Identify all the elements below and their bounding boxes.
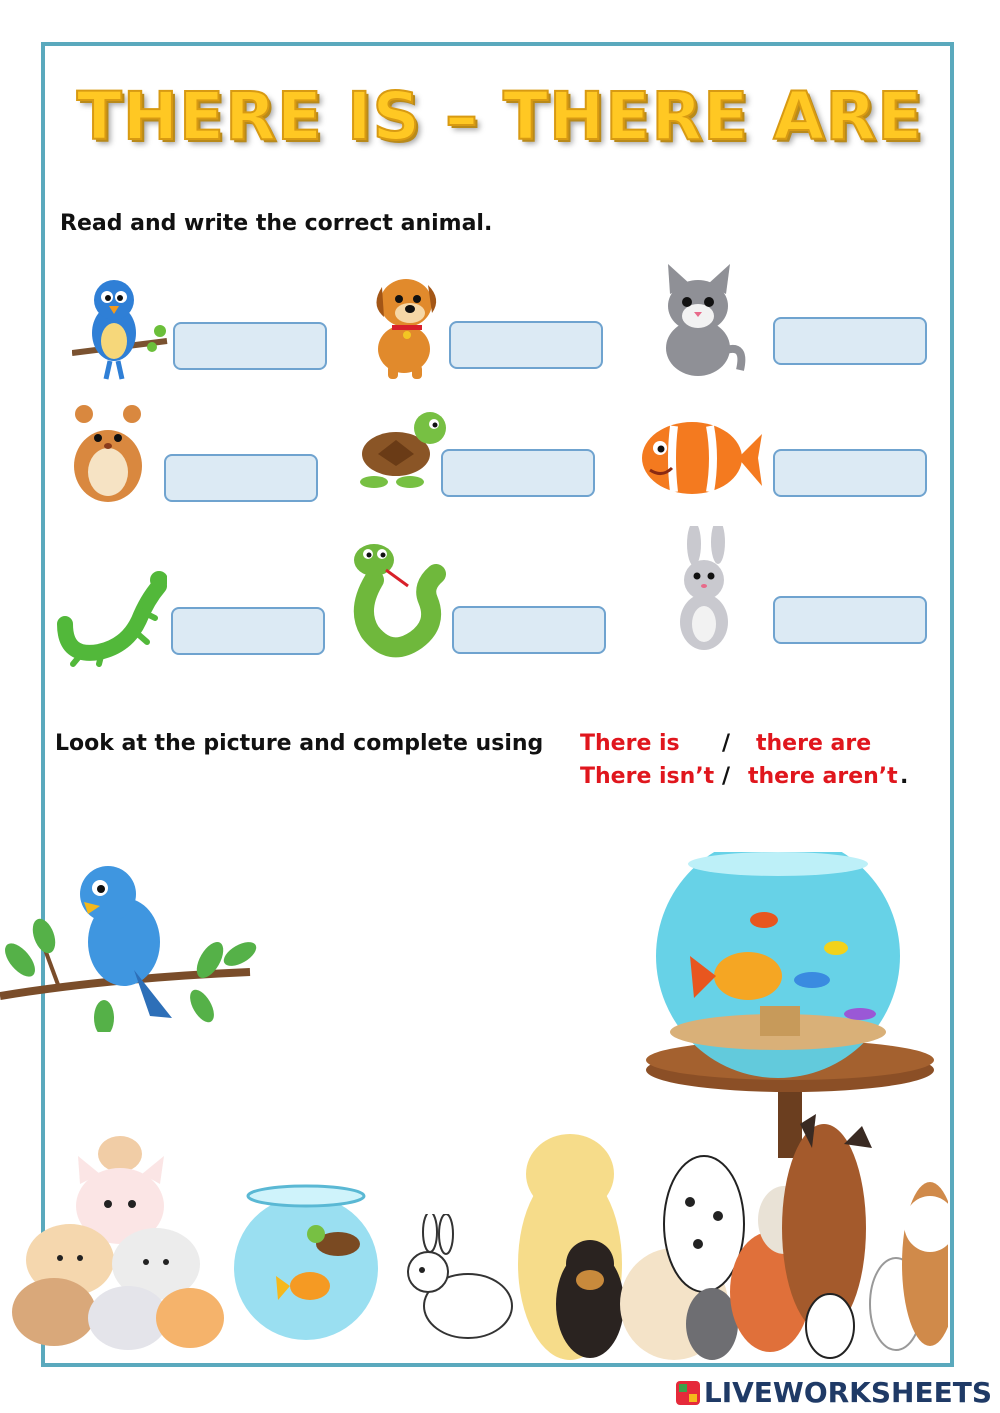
answer-box-1[interactable] bbox=[173, 322, 327, 370]
liveworksheets-logo-icon bbox=[676, 1381, 700, 1405]
answer-box-2[interactable] bbox=[449, 321, 603, 369]
answer-box-6[interactable] bbox=[773, 449, 927, 497]
cats-pile-illustration bbox=[8, 1132, 224, 1350]
answer-box-3[interactable] bbox=[773, 317, 927, 365]
page-title: THERE IS – THERE ARE bbox=[76, 78, 924, 155]
option-there-are: there are bbox=[756, 731, 872, 756]
instruction-look-complete: Look at the picture and complete using bbox=[55, 731, 544, 756]
bird-on-branch-illustration bbox=[0, 850, 262, 1032]
answer-box-5[interactable] bbox=[441, 449, 595, 497]
dog-icon bbox=[362, 265, 448, 381]
option-separator-2: / bbox=[722, 764, 731, 789]
rabbit-icon bbox=[668, 526, 740, 654]
fish-icon bbox=[640, 412, 764, 508]
bird-icon bbox=[72, 275, 172, 383]
hamster-icon bbox=[70, 402, 146, 504]
answer-box-9[interactable] bbox=[773, 596, 927, 644]
liveworksheets-footer bbox=[676, 1376, 992, 1409]
cat-icon bbox=[654, 260, 746, 380]
lizard-icon bbox=[55, 566, 167, 668]
option-there-arent: there aren’t bbox=[748, 764, 898, 789]
option-there-is: There is bbox=[580, 731, 680, 756]
dogs-group-illustration bbox=[500, 1104, 948, 1366]
answer-box-7[interactable] bbox=[171, 607, 325, 655]
small-fishbowl-illustration bbox=[224, 1182, 390, 1342]
snake-icon bbox=[346, 540, 450, 662]
answer-box-4[interactable] bbox=[164, 454, 318, 502]
option-there-isnt: There isn’t bbox=[580, 764, 715, 789]
option-separator-1: / bbox=[722, 731, 731, 756]
period: . bbox=[900, 764, 909, 789]
answer-box-8[interactable] bbox=[452, 606, 606, 654]
instruction-read-write: Read and write the correct animal. bbox=[60, 211, 493, 236]
turtle-icon bbox=[358, 400, 450, 498]
liveworksheets-brand: LIVEWORKSHEETS bbox=[703, 1376, 992, 1409]
